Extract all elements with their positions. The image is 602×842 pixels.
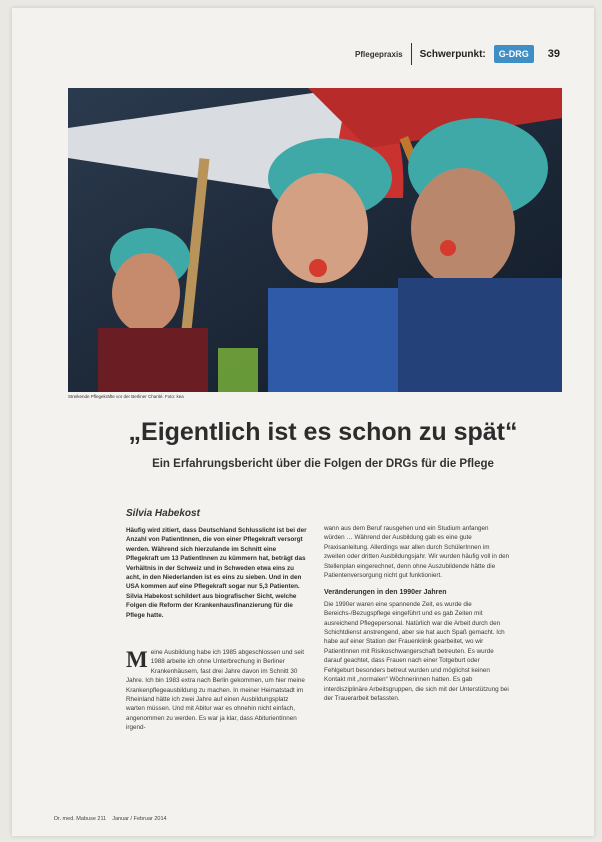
topic-badge: G-DRG [494, 45, 534, 63]
jacket-middle [268, 288, 398, 392]
body-paragraph-2: wann aus dem Beruf rausgehen und ein Studium anfangen würden … Während der Ausbildung gab es eine gute Praxisanleitung. Allerdings war allen durch SchülerInnen im zweiten oder dritten Ausbildungsjahr. Wir wurden häufig voll in den Stellenplan eingerechnet, denn ohne Auszubildende hätte die Patientenversorgung nicht gut funktioniert. [324, 525, 510, 580]
lead-paragraph: Häufig wird zitiert, dass Deutschland Schlusslicht ist bei der Anzahl von PatientInnen, die von einer Pflegekraft versorgt werden. Während sich hierzulande im Schnitt eine Pflegekraft um 13 PatientInnen zu kümmern hat, beträgt das Verhältnis in der Schweiz und in Schweden etwa eins zu acht, in den Niederlanden ist es eins zu sieben. Und in den USA kommen auf eine Pflegekraft sogar nur 5,3 Patienten. Silvia Habekost schildert aus biografischer Sicht, welche Folgen die Reform der Krankenhausfinanzierung für die Pflege hatte. [126, 527, 307, 619]
page-header [355, 44, 560, 64]
clown-nose-right [440, 240, 456, 256]
photo-illustration [68, 88, 562, 392]
section-label: Pflegepraxis [355, 49, 403, 59]
body-paragraph-1: eine Ausbildung habe ich 1985 abgeschlossen und seit 1988 arbeite ich ohne Unterbrechung in Berliner Krankenhäusern, fast drei Jahre davon im Schnitt 30 Jahre. Ich bin 1983 extra nach Berlin gekommen, um hier meine Krankenpflegeausbildung zu machen. In meiner Heimatstadt im Rheinland hätte ich zwei Jahre auf einen Ausbildungsplatz warten müssen. Und mit Abitur war es ohnehin nicht einfach, angenommen zu werden. Es war ja klar, dass AbiturientInnen irgend- [126, 649, 305, 732]
body-column-2 [324, 524, 510, 703]
article-subtitle: Ein Erfahrungsbericht über die Folgen der DRGs für die Pflege [152, 458, 494, 470]
page-number: 39 [547, 48, 560, 60]
magazine-page [12, 8, 594, 836]
jacket-right [398, 278, 562, 392]
photo-caption: Streikende Pflegekräfte vor der Berliner Charité. Foto: kea [68, 394, 184, 399]
article-photo [68, 88, 562, 392]
header-divider [411, 43, 412, 65]
jacket-left [98, 328, 208, 392]
issue-date: Januar / Februar 2014 [112, 816, 167, 822]
subheading: Veränderungen in den 1990er Jahren [324, 589, 447, 597]
page-footer [54, 816, 167, 822]
vest-detail [218, 348, 258, 392]
magazine-name: Dr. med. Mabuse 211 [54, 816, 107, 822]
article-title: „Eigentlich ist es schon zu spät“ [128, 418, 518, 446]
clown-nose-middle [309, 259, 327, 277]
body-column-1 [126, 648, 308, 733]
body-paragraph-3: Die 1990er waren eine spannende Zeit, es wurde die Bereichs-/Bezugspflege eingeführt und es gab Zeiten mit ausreichend Pflegepersonal. Natürlich war die Arbeit durch den Schichtdienst anstrengend, aber sie hat auch Spaß gemacht. Ich habe auf einer Station der Frauenklinik gearbeitet, wo wir PatientInnen mit Risikoschwangerschaft betreuten. Es wurde darauf geachtet, dass Frauen nach einer Totgeburt oder Fehlgeburt besonders betreut wurden und möglichst keinen Kontakt mit „normalen“ Wöchnerinnen hatten. Es gab interdisziplinäre Arbeitsgruppen, die sich mit der Unterstützung bei der Trauerarbeit befassten. [324, 600, 509, 702]
author-name: Silvia Habekost [126, 508, 200, 519]
drop-cap: M [126, 647, 148, 672]
face-left [112, 253, 180, 333]
focus-label: Schwerpunkt: [419, 48, 486, 60]
face-right [411, 168, 515, 288]
